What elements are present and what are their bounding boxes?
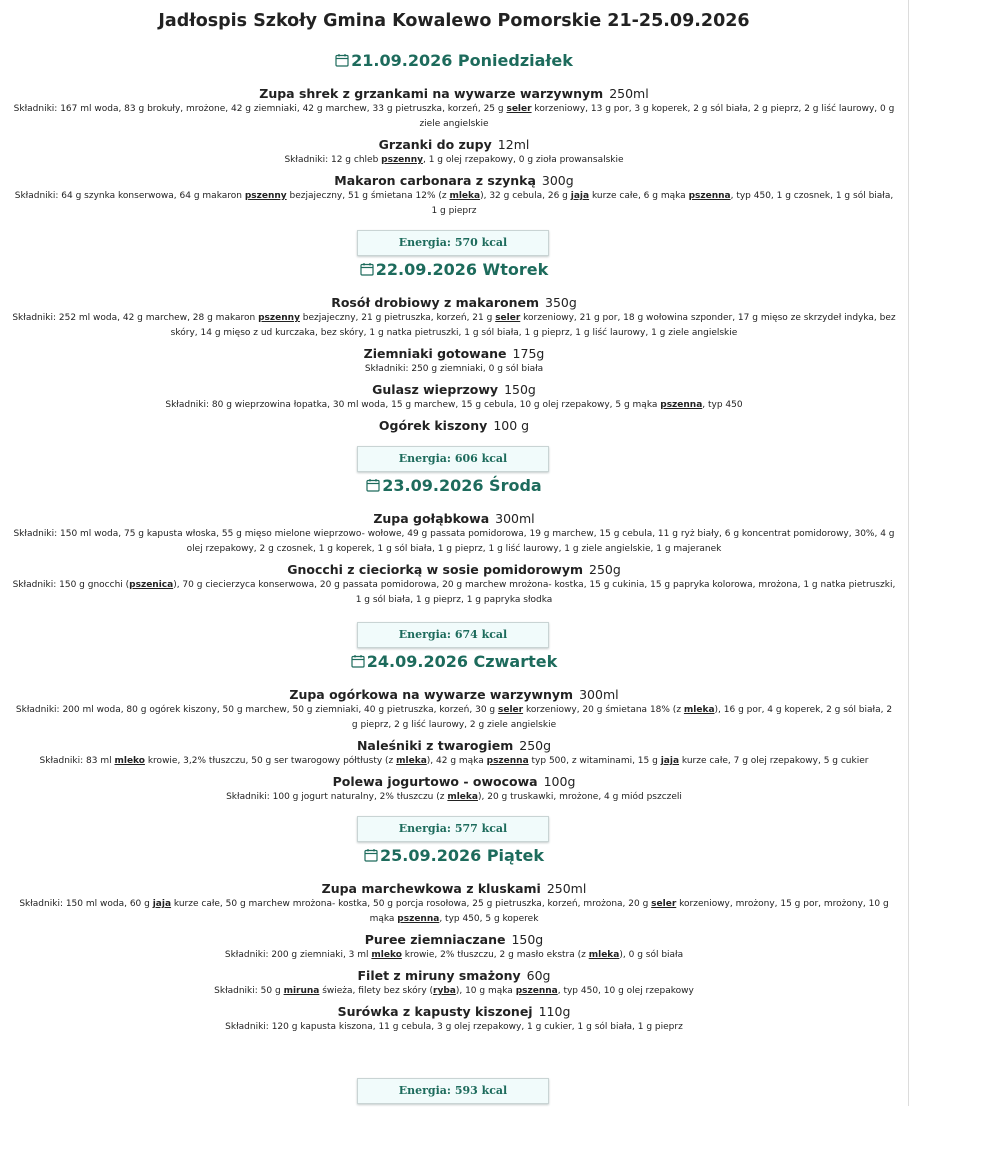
allergen: pszenny <box>244 191 287 201</box>
allergen: mleka <box>683 705 715 715</box>
dish-name <box>0 85 908 102</box>
dish-title: Zupa gołąbkowa <box>373 511 490 526</box>
dish-portion: 350g <box>545 295 577 310</box>
calendar-icon <box>364 848 378 862</box>
energy-badge: Energia: 674 kcal <box>357 622 549 648</box>
dish-ingredients: Składniki: 100 g jogurt naturalny, 2% tłuszczu (z mleka), 20 g truskawki, mrożone, 4 g miód pszczeli <box>226 792 682 802</box>
day-heading <box>0 474 908 498</box>
dish-item <box>0 85 908 132</box>
allergen: pszenna <box>688 191 731 201</box>
dish-ingredients: Składniki: 250 g ziemniaki, 0 g sól biała <box>364 364 544 374</box>
dish-title: Gulasz wieprzowy <box>372 382 499 397</box>
energy-badge: Energia: 570 kcal <box>357 230 549 256</box>
dish-item <box>0 967 908 999</box>
allergen: pszenna <box>515 986 558 996</box>
allergen: mleka <box>447 792 478 802</box>
allergen: pszenny <box>381 155 423 165</box>
dish-ingredients: Składniki: 200 g ziemniaki, 3 ml mleko krowie, 2% tłuszczu, 2 g masło ekstra (z mleka), 0 g sól biała <box>224 950 684 960</box>
dish-title: Grzanki do zupy <box>378 137 492 152</box>
allergen: pszenna <box>486 756 529 766</box>
dish-name <box>0 381 908 398</box>
dish-item <box>0 880 908 927</box>
day-heading <box>0 258 908 282</box>
day-heading <box>0 49 908 73</box>
dish-title: Puree ziemniaczane <box>364 932 506 947</box>
dish-portion: 250g <box>519 738 552 753</box>
dish-list <box>0 294 908 434</box>
dish-name <box>0 294 908 311</box>
dish-ingredients: Składniki: 80 g wieprzowina łopatka, 30 ml woda, 15 g marchew, 15 g cebula, 10 g olej rzepakowy, 5 g mąka pszenna, typ 450 <box>165 400 743 410</box>
day-heading-text: 24.09.2026 Czwartek <box>366 652 558 671</box>
day-heading-text: 23.09.2026 Środa <box>382 476 542 495</box>
day-section <box>0 258 908 438</box>
dish-name <box>0 417 908 434</box>
dish-ingredients: Składniki: 167 ml woda, 83 g brokuły, mrożone, 42 g ziemniaki, 42 g marchew, 33 g pietruszka, korzeń, 25 g seler korzeniowy, 13 g por, 3 g koperek, 2 g sól biała, 2 g pieprz, 2 g liść laurowy, 0 g ziele angielskie <box>13 104 895 129</box>
dish-title: Makaron carbonara z szynką <box>334 173 536 188</box>
dish-item <box>0 381 908 413</box>
dish-name <box>0 510 908 527</box>
day-section <box>0 474 908 612</box>
dish-title: Zupa ogórkowa na wywarze warzywnym <box>289 687 574 702</box>
allergen: jaja <box>152 899 172 909</box>
dish-ingredients: Składniki: 50 g miruna świeża, filety bez skóry (ryba), 10 g mąka pszenna, typ 450, 10 g olej rzepakowy <box>214 986 694 996</box>
dish-portion: 100 g <box>493 418 530 433</box>
dish-name <box>0 345 908 362</box>
dish-list <box>0 510 908 608</box>
dish-list <box>0 686 908 805</box>
day-heading-text: 25.09.2026 Piątek <box>380 846 544 865</box>
dish-item <box>0 136 908 168</box>
dish-portion: 60g <box>526 968 551 983</box>
dish-ingredients: Składniki: 12 g chleb pszenny, 1 g olej rzepakowy, 0 g zioła prowansalskie <box>284 155 624 165</box>
day-heading-text: 21.09.2026 Poniedziałek <box>351 51 573 70</box>
dish-item <box>0 417 908 434</box>
allergen: pszenica <box>129 580 174 590</box>
dish-name <box>0 737 908 754</box>
dish-ingredients: Składniki: 150 ml woda, 60 g jaja kurze całe, 50 g marchew mrożona- kostka, 50 g porcja rosołowa, 25 g pietruszka, korzeń, mrożona, 20 g seler korzeniowy, mrożony, 15 g por, mrożony, 10 g mąka pszenna, typ 450, 5 g koperek <box>19 899 889 924</box>
allergen: mleko <box>371 950 402 960</box>
day-heading <box>0 844 908 868</box>
allergen: pszenna <box>397 914 440 924</box>
allergen: miruna <box>283 986 320 996</box>
dish-name <box>0 686 908 703</box>
dish-portion: 250ml <box>546 881 587 896</box>
energy-badge: Energia: 577 kcal <box>357 816 549 842</box>
dish-name <box>0 931 908 948</box>
energy-badge: Energia: 606 kcal <box>357 446 549 472</box>
dish-title: Polewa jogurtowo - owocowa <box>332 774 538 789</box>
dish-name <box>0 561 908 578</box>
dish-ingredients: Składniki: 120 g kapusta kiszona, 11 g cebula, 3 g olej rzepakowy, 1 g cukier, 1 g sól biała, 1 g pieprz <box>225 1022 683 1032</box>
dish-item <box>0 737 908 769</box>
dish-list <box>0 85 908 219</box>
dish-portion: 12ml <box>497 137 530 152</box>
dish-name <box>0 967 908 984</box>
dish-item <box>0 561 908 608</box>
dish-ingredients: Składniki: 150 ml woda, 75 g kapusta włoska, 55 g mięso mielone wieprzowo- wołowe, 49 g passata pomidorowa, 19 g marchew, 15 g cebula, 11 g ryż biały, 6 g koncentrat pomidorowy, 30%, 4 g olej rzepakowy, 2 g czosnek, 1 g koperek, 1 g sól biała, 1 g pieprz, 1 g liść laurowy, 1 g ziele angielskie, 1 g majeranek <box>13 529 895 554</box>
allergen: pszenny <box>258 313 300 323</box>
allergen: jaja <box>660 756 680 766</box>
allergen: mleka <box>396 756 427 766</box>
allergen: jaja <box>570 191 590 201</box>
dish-title: Naleśniki z twarogiem <box>356 738 514 753</box>
dish-portion: 100g <box>543 774 576 789</box>
calendar-icon <box>360 262 374 276</box>
dish-item <box>0 773 908 805</box>
dish-portion: 250ml <box>609 86 649 101</box>
day-heading <box>0 650 908 674</box>
dish-name <box>0 773 908 790</box>
allergen: seler <box>495 313 521 323</box>
allergen: seler <box>498 705 524 715</box>
calendar-icon <box>335 53 349 67</box>
dish-portion: 300ml <box>579 687 619 702</box>
dish-title: Rosół drobiowy z makaronem <box>331 295 539 310</box>
dish-item <box>0 1003 908 1035</box>
dish-list <box>0 880 908 1035</box>
dish-name <box>0 136 908 153</box>
dish-ingredients: Składniki: 200 ml woda, 80 g ogórek kiszony, 50 g marchew, 50 g ziemniaki, 40 g pietruszka, korzeń, 30 g seler korzeniowy, 20 g śmietana 18% (z mleka), 16 g por, 4 g koperek, 2 g sól biała, 2 g pieprz, 2 g liść laurowy, 2 g ziele angielskie <box>15 705 893 730</box>
allergen: seler <box>506 104 532 114</box>
dish-portion: 150g <box>504 382 536 397</box>
dish-item <box>0 294 908 341</box>
energy-badge: Energia: 593 kcal <box>357 1078 549 1104</box>
dish-portion: 250g <box>589 562 621 577</box>
dish-portion: 300ml <box>495 511 535 526</box>
allergen: mleka <box>449 191 481 201</box>
dish-portion: 300g <box>541 173 574 188</box>
dish-ingredients: Składniki: 150 g gnocchi (pszenica), 70 g ciecierzyca konserwowa, 20 g passata pomidorowa, 20 g marchew mrożona- kostka, 15 g cukinia, 15 g papryka kolorowa, mrożona, 1 g natka pietruszki, 1 g sól biała, 1 g pieprz, 1 g papryka słodka <box>12 580 896 605</box>
allergen: mleko <box>114 756 145 766</box>
day-heading-text: 22.09.2026 Wtorek <box>375 260 549 279</box>
allergen: pszenna <box>660 400 703 410</box>
dish-portion: 175g <box>512 346 545 361</box>
dish-ingredients: Składniki: 252 ml woda, 42 g marchew, 28 g makaron pszenny bezjajeczny, 21 g pietruszka, korzeń, 21 g seler korzeniowy, 21 g por, 18 g wołowina szponder, 17 g mięso ze skrzydeł indyka, bez skóry, 14 g mięso z ud kurczaka, bez skóry, 1 g natka pietruszki, 1 g sól biała, 1 g pieprz, 1 g liść laurowy, 1 g ziele angielskie <box>12 313 896 338</box>
dish-title: Zupa shrek z grzankami na wywarze warzywnym <box>259 86 604 101</box>
dish-portion: 150g <box>511 932 544 947</box>
calendar-icon <box>351 654 365 668</box>
dish-title: Filet z miruny smażony <box>357 968 521 983</box>
dish-item <box>0 931 908 963</box>
dish-ingredients: Składniki: 83 ml mleko krowie, 3,2% tłuszczu, 50 g ser twarogowy półtłusty (z mleka), 42 g mąka pszenna typ 500, z witaminami, 15 g jaja kurze całe, 7 g olej rzepakowy, 5 g cukier <box>39 756 869 766</box>
day-section <box>0 49 908 223</box>
day-section <box>0 650 908 809</box>
allergen: ryba <box>433 986 456 996</box>
day-section <box>0 844 908 1039</box>
page-title: Jadłospis Szkoły Gmina Kowalewo Pomorskie 21-25.09.2026 <box>158 11 750 31</box>
dish-title: Zupa marchewkowa z kluskami <box>321 881 541 896</box>
dish-name <box>0 880 908 897</box>
dish-name <box>0 1003 908 1020</box>
allergen: mleka <box>588 950 620 960</box>
dish-portion: 110g <box>538 1004 571 1019</box>
dish-title: Ogórek kiszony <box>378 418 488 433</box>
dish-ingredients: Składniki: 64 g szynka konserwowa, 64 g makaron pszenny bezjajeczny, 51 g śmietana 12% (z mleka), 32 g cebula, 26 g jaja kurze całe, 6 g mąka pszenna, typ 450, 1 g czosnek, 1 g sól biała, 1 g pieprz <box>14 191 894 216</box>
dish-item <box>0 510 908 557</box>
dish-name <box>0 172 908 189</box>
dish-item <box>0 686 908 733</box>
allergen: seler <box>651 899 677 909</box>
calendar-icon <box>366 478 380 492</box>
dish-title: Ziemniaki gotowane <box>363 346 507 361</box>
dish-item <box>0 172 908 219</box>
dish-item <box>0 345 908 377</box>
dish-title: Surówka z kapusty kiszonej <box>337 1004 533 1019</box>
dish-title: Gnocchi z cieciorką w sosie pomidorowym <box>287 562 583 577</box>
